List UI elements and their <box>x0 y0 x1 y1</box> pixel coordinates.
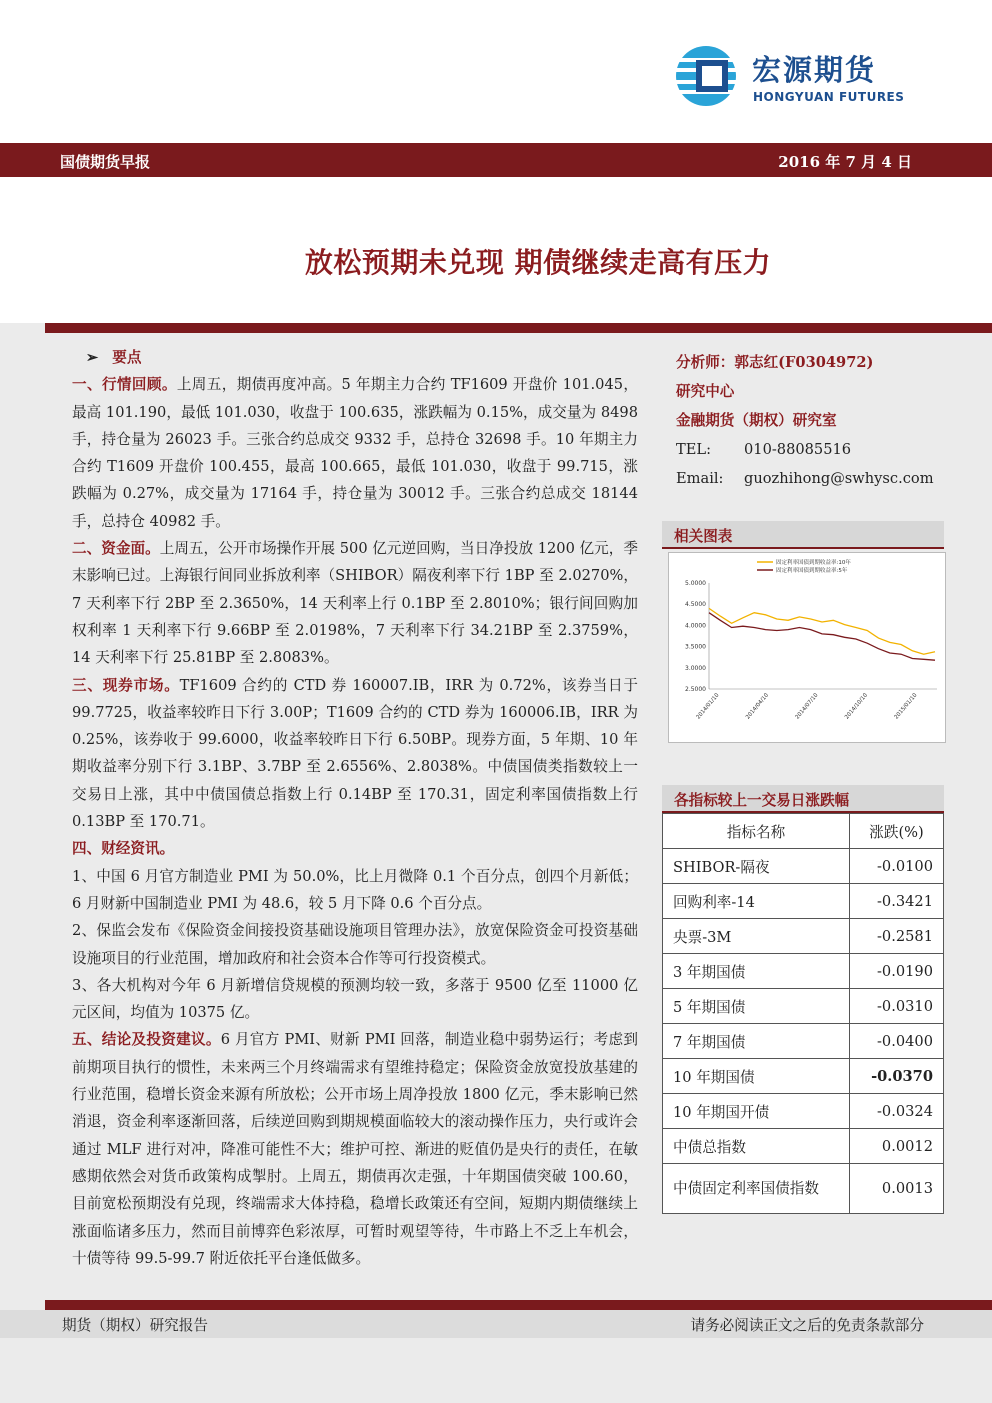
section-news-heading: 四、财经资讯。 <box>72 840 175 858</box>
y-tick-label: 4.0000 <box>685 622 706 630</box>
y-tick-label: 5.0000 <box>685 580 706 587</box>
series-line-10y <box>709 608 935 654</box>
table-header-change: 涨跌(%) <box>850 814 944 849</box>
table-row: 10 年期国开债 -0.0324 <box>663 1094 944 1129</box>
table-header-name: 指标名称 <box>663 814 850 849</box>
key-points-heading: ➢ 要点 <box>86 349 142 366</box>
table-row: 5 年期国债 -0.0310 <box>663 989 944 1024</box>
table-row: 中债总指数 0.0012 <box>663 1129 944 1164</box>
y-tick-label: 3.5000 <box>685 643 706 651</box>
table-row: 中债固定利率国债指数 0.0013 <box>663 1164 944 1214</box>
x-tick-label: 2014/01/10 <box>695 692 721 721</box>
main-content <box>72 344 638 1272</box>
hongyuan-logo-icon <box>672 44 746 108</box>
legend-label: 固定利率国债到期收益率:5年 <box>776 568 848 574</box>
table-row: 回购利率-14 -0.3421 <box>663 884 944 919</box>
table-row: 10 年期国债 -0.0370 <box>663 1059 944 1094</box>
table-row: 央票-3M -0.2581 <box>663 919 944 954</box>
analyst-name: 分析师：郭志红(F0304972) <box>676 354 874 371</box>
dept-financial-futures: 金融期货（期权）研究室 <box>676 412 837 429</box>
arrow-bullet-icon: ➢ <box>86 349 99 366</box>
table-row: SHIBOR-隔夜 -0.0100 <box>663 849 944 884</box>
report-header-bar <box>0 143 992 177</box>
page-footer <box>0 1310 992 1338</box>
sidebar <box>676 348 936 493</box>
title-divider <box>45 323 992 333</box>
indicator-table <box>662 813 944 1214</box>
y-tick-label: 3.0000 <box>685 664 706 672</box>
logo-name-en: HONGYUAN FUTURES <box>753 90 905 104</box>
series-line-5y <box>709 613 935 661</box>
report-date: 2016 年 7 月 4 日 <box>778 153 912 171</box>
footer-report-type: 期货（期权）研究报告 <box>62 1317 208 1334</box>
table-section-header: 各指标较上一交易日涨跌幅 <box>662 785 944 813</box>
yield-chart-svg <box>669 553 945 742</box>
x-tick-label: 2015/01/10 <box>893 692 919 721</box>
news-item: 1、中国 6 月官方制造业 PMI 为 50.0%，比上月微降 0.1 个百分点，创四个月新低；6 月财新中国制造业 PMI 为 48.6，较 5 月下降 0.6 个百分点。 <box>72 867 638 912</box>
x-tick-label: 2014/07/10 <box>794 692 820 721</box>
table-row: 3 年期国债 -0.0190 <box>663 954 944 989</box>
table-header-row <box>663 814 944 849</box>
yield-chart <box>668 552 946 743</box>
report-type: 国债期货早报 <box>60 153 151 171</box>
report-title: 放松预期未兑现 期债继续走高有压力 <box>304 246 772 279</box>
page-header <box>0 0 992 143</box>
section-liquidity: 二、资金面。上周五，公开市场操作开展 500 亿元逆回购，当日净投放 1200 亿元，季末影响已过。上海银行间同业拆放利率（SHIBOR）隔夜利率下行 1BP 至 2.0270%，7 天利率下行 2BP 至 2.3650%，14 天利率上行 0.1BP 至 2.8010%；银行间回购加权利率 1 天利率下行 9.66BP 至 2.0198%，7 天利率下行 34.21BP 至 2.3759%，14 天利率下行 25.81BP 至 2.8083%。 <box>72 540 638 667</box>
dept-research-center: 研究中心 <box>676 383 735 400</box>
x-tick-label: 2014/04/10 <box>745 692 771 721</box>
company-logo <box>672 44 922 114</box>
logo-name-cn: 宏源期货 <box>752 53 877 87</box>
contact-email: Email: guozhihong@swhysc.com <box>676 470 934 487</box>
title-zone <box>0 177 992 323</box>
contact-tel: TEL: 010-88085516 <box>676 441 852 458</box>
x-tick-label: 2014/10/10 <box>844 692 870 721</box>
y-tick-label: 4.5000 <box>685 601 706 609</box>
footer-disclaimer-note: 请务必阅读正文之后的免责条款部分 <box>690 1317 924 1334</box>
section-conclusion: 五、结论及投资建议。6 月官方 PMI、财新 PMI 回落，制造业稳中弱势运行；考虑到前期项目执行的惯性，未来两三个月终端需求有望维持稳定；保险资金放宽投放基建的行业范围，稳增长资金来源有所放松；公开市场上周净投放 1800 亿元，季末影响已然消退，资金利率逐渐回落，后续逆回购到期规模面临较大的滚动操作压力，央行或许会通过 MLF 进行对冲，降准可能性不大；维护可控、渐进的贬值仍是央行的责任，在敏感期依然会对货币政策构成掣肘。上周五，期债再次走强，十年期国债突破 100.60，目前宽松预期没有兑现，终端需求大体持稳，稳增长政策还有空间，短期内期债继续上涨面临诸多压力，然而目前博弈色彩浓厚，可暂时观望等待，牛市路上不乏上车机会，十债等待 99.5-99.7 附近依托平台逢低做多。 <box>72 1031 638 1267</box>
table-row: 7 年期国债 -0.0400 <box>663 1024 944 1059</box>
section-market-review: 一、行情回顾。上周五，期债再度冲高。5 年期主力合约 TF1609 开盘价 101.045，最高 101.190，最低 101.030，收盘于 100.635，涨跌幅为 0.15%，成交量为 8498 手，持仓量为 26023 手。三张合约总成交 9332 手，总持仓 32698 手。10 年期主力合约 T1609 开盘价 100.455，最高 100.665，最低 101.030，收盘于 99.715，涨跌幅为 0.27%，成交量为 17164 手，持仓量为 30012 手。三张合约总成交 18144 手，总持仓 40982 手。 <box>72 376 638 530</box>
chart-section-header: 相关图表 <box>662 521 944 549</box>
legend-label: 固定利率国债到期收益率:10年 <box>776 560 851 566</box>
y-tick-label: 2.5000 <box>685 686 706 693</box>
footer-divider <box>45 1300 992 1310</box>
news-item: 3、各大机构对今年 6 月新增信贷规模的预测均较一致，多落于 9500 亿至 11000 亿元区间，均值为 10375 亿。 <box>72 976 638 1022</box>
section-cash-bond: 三、现券市场。TF1609 合约的 CTD 券 160007.IB，IRR 为 0.72%，该券当日于 99.7725，收益率较昨日下行 3.00P；T1609 合约的 CTD 券为 160006.IB，IRR 为 0.25%，该券收于 99.6000，收益率较昨日下行 6.50BP。现券方面，5 年期、10 年期收益率分别下行 3.1BP、3.7BP 至 2.6556%、2.8038%。中债国债类指数较上一交易日上涨，其中中债国债总指数上行 0.14BP 至 170.31，固定利率国债指数上行 0.13BP 至 170.71。 <box>72 676 638 831</box>
news-item: 2、保监会发布《保险资金间接投资基础设施项目管理办法》，放宽保险资金可投资基础设施项目的行业范围，增加政府和社会资本合作等可行投资模式。 <box>72 922 638 967</box>
